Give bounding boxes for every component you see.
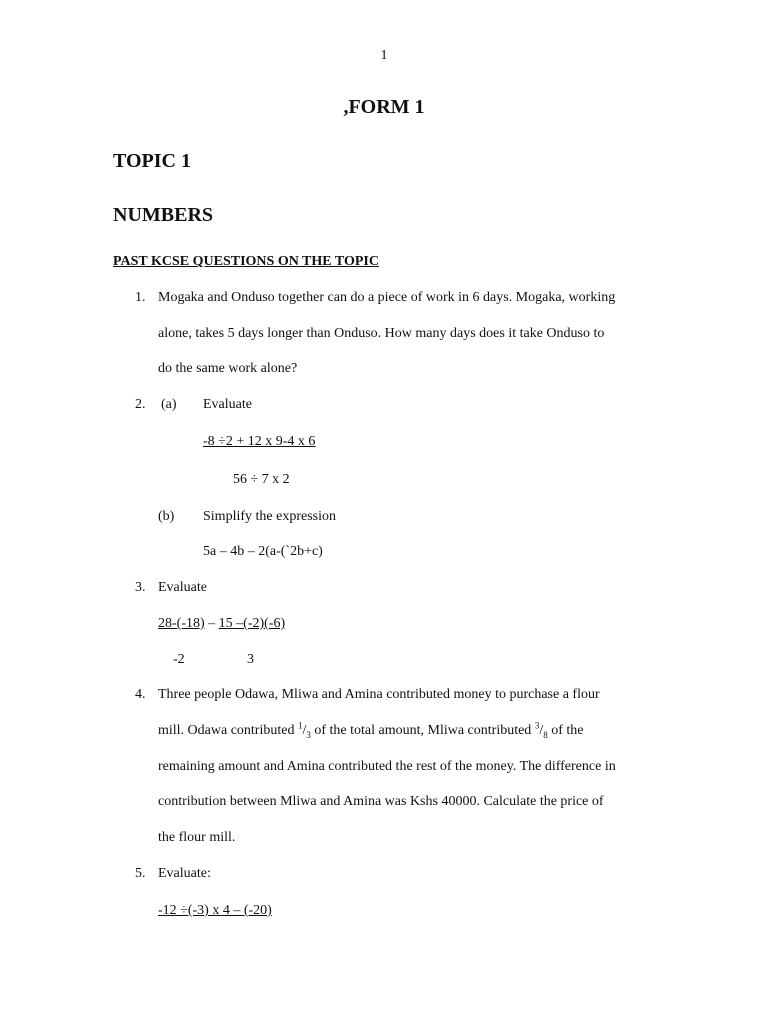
- subject-heading: NUMBERS: [113, 204, 214, 226]
- question-line: Three people Odawa, Mliwa and Amina contributed money to purchase a flour: [158, 687, 600, 702]
- fraction-1-denominator: -2: [173, 652, 185, 667]
- question-line: remaining amount and Amina contributed the rest of the money. The difference in: [158, 759, 616, 774]
- fraction-1-numerator: 28-(-18): [158, 616, 205, 631]
- question-number: 3.: [135, 580, 146, 595]
- section-heading: PAST KCSE QUESTIONS ON THE TOPIC: [113, 254, 379, 269]
- text-segment: of the total amount, Mliwa contributed: [310, 723, 535, 738]
- question-number: 2.: [135, 397, 146, 412]
- question-line: Mogaka and Onduso together can do a piece of work in 6 days. Mogaka, working: [158, 290, 616, 305]
- fraction-2-denominator: 3: [247, 652, 254, 667]
- text-segment: mill. Odawa contributed: [158, 723, 298, 738]
- fraction-denominator: 56 ÷ 7 x 2: [233, 472, 290, 487]
- question-line: the flour mill.: [158, 830, 236, 845]
- minus-sign: –: [204, 616, 219, 631]
- question-line: contribution between Mliwa and Amina was Kshs 40000. Calculate the price of: [158, 794, 604, 809]
- question-number: 1.: [135, 290, 146, 305]
- part-b-label: (b): [158, 509, 175, 524]
- question-text: Evaluate: [158, 580, 207, 595]
- numerator-row: [158, 615, 285, 633]
- text-segment: of the: [547, 723, 584, 738]
- fraction-numerator: 3: [534, 720, 540, 731]
- fraction-numerator: 1: [297, 720, 303, 731]
- page-number: 1: [380, 48, 388, 63]
- fraction-denominator: 8: [543, 729, 548, 740]
- form-title: ,FORM 1: [343, 96, 425, 118]
- question-line: mill. Odawa contributed $^1/_3$ of the total amount, Mliwa contributed $^3/_8$ of the: [158, 720, 584, 740]
- fraction-denominator: 3: [306, 729, 311, 740]
- question-line: do the same work alone?: [158, 361, 298, 376]
- part-a-label: (a): [161, 397, 177, 412]
- question-text: Evaluate:: [158, 866, 211, 881]
- part-b-text: Simplify the expression: [203, 509, 336, 524]
- question-number: 5.: [135, 866, 146, 881]
- question-line: alone, takes 5 days longer than Onduso. How many days does it take Onduso to: [158, 326, 605, 341]
- fraction-numerator: -8 ÷2 + 12 x 9-4 x 6: [203, 434, 316, 449]
- topic-heading: TOPIC 1: [113, 150, 191, 172]
- expression: 5a – 4b – 2(a-(`2b+c): [203, 544, 323, 559]
- fraction-2-numerator: 15 –(-2)(-6): [218, 616, 286, 631]
- expression: -12 ÷(-3) x 4 – (-20): [158, 903, 272, 918]
- question-number: 4.: [135, 687, 146, 702]
- part-a-text: Evaluate: [203, 397, 252, 412]
